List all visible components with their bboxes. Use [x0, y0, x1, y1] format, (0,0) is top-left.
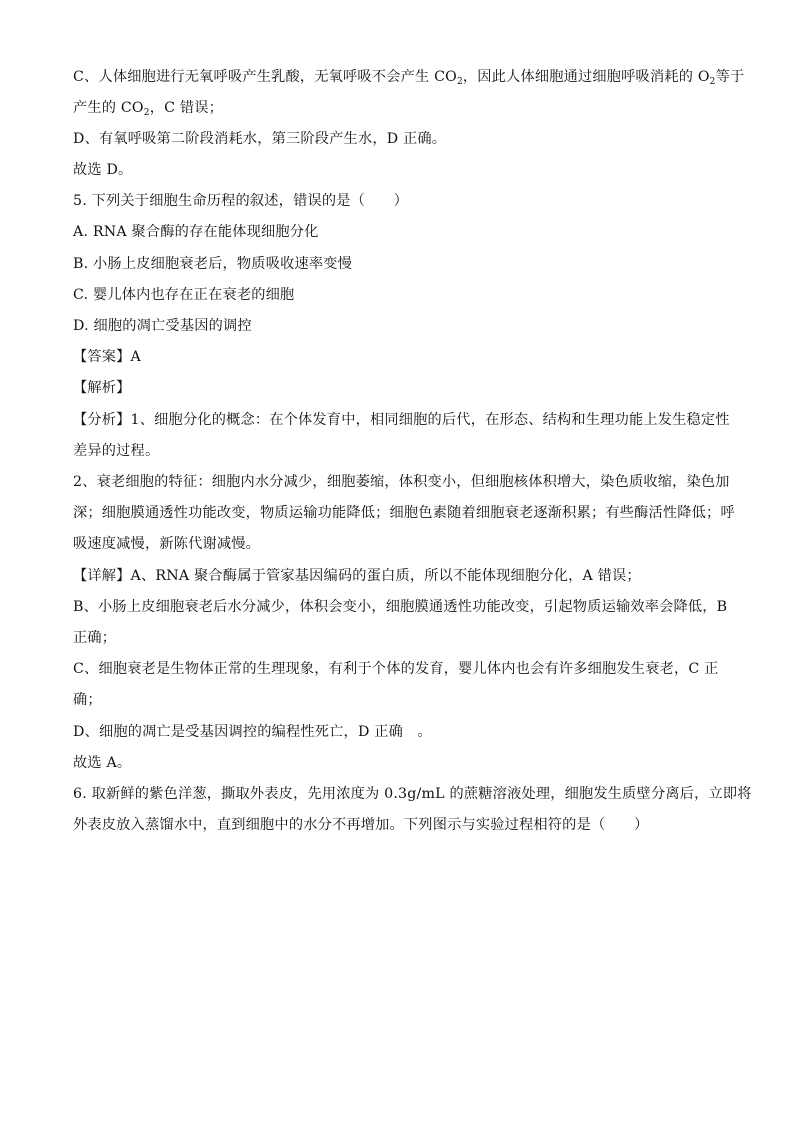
answer-label: 【答案】A	[73, 349, 141, 365]
question-5-option-d: D. 细胞的凋亡受基因的调控	[73, 318, 252, 334]
question-5-stem: 5. 下列关于细胞生命历程的叙述，错误的是（ ）	[73, 193, 409, 209]
question-5-option-c: C. 婴儿体内也存在正在衰老的细胞	[73, 287, 295, 303]
detail-line-2: B、小肠上皮细胞衰老后水分减少，体积会变小，细胞膜通透性功能改变，引起物质运输效率会降低，B	[73, 599, 728, 615]
choice-conclusion-5: 故选 A。	[73, 755, 132, 771]
detail-line-6: D、细胞的凋亡是受基因调控的编程性死亡，D 正确 。	[73, 724, 432, 740]
detail-line-3: 正确；	[73, 630, 117, 646]
analysis-line-5: 吸速度减慢，新陈代谢减慢。	[73, 536, 261, 552]
analysis-line-2: 差异的过程。	[73, 443, 160, 459]
analysis-heading: 【解析】	[73, 380, 131, 396]
question-5-option-b: B. 小肠上皮细胞衰老后，物质吸收速率变慢	[73, 256, 353, 272]
analysis-line-4: 深；细胞膜通透性功能改变，物质运输功能降低；细胞色素随着细胞衰老逐渐积累；有些酶活性降低；呼	[73, 505, 735, 521]
detail-line-5: 确；	[73, 692, 102, 708]
analysis-line-3: 2、衰老细胞的特征：细胞内水分减少，细胞萎缩，体积变小，但细胞核体积增大，染色质收缩，染色加	[73, 474, 730, 490]
question-6-stem-line2: 外表皮放入蒸馏水中，直到细胞中的水分不再增加。下列图示与实验过程相符的是（ ）	[73, 817, 649, 833]
choice-conclusion-4: 故选 D。	[73, 162, 133, 178]
detail-line-4: C、细胞衰老是生物体正常的生理现象，有利于个体的发育，婴儿体内也会有许多细胞发生衰老，C 正	[73, 661, 719, 677]
detail-line-1: 【详解】A、RNA 聚合酶属于管家基因编码的蛋白质，所以不能体现细胞分化，A 错误；	[73, 568, 641, 584]
explanation-d: D、有氧呼吸第二阶段消耗水，第三阶段产生水，D 正确。	[73, 131, 447, 147]
explanation-c-line1: C、人体细胞进行无氧呼吸产生乳酸，无氧呼吸不会产生 $CO_2$，因此人体细胞通过细胞呼吸消耗的 $O_2$等于	[73, 69, 745, 87]
question-5-option-a: A. RNA 聚合酶的存在能体现细胞分化	[73, 224, 319, 240]
question-6-stem-line1: 6. 取新鲜的紫色洋葱，撕取外表皮，先用浓度为 0.3g/mL 的蔗糖溶液处理，细胞发生质壁分离后，立即将	[73, 786, 752, 802]
analysis-line-1: 【分析】1、细胞分化的概念：在个体发育中，相同细胞的后代，在形态、结构和生理功能上发生稳定性	[73, 412, 730, 428]
explanation-c-line2: 产生的 $CO_2$，C 错误；	[73, 100, 224, 118]
